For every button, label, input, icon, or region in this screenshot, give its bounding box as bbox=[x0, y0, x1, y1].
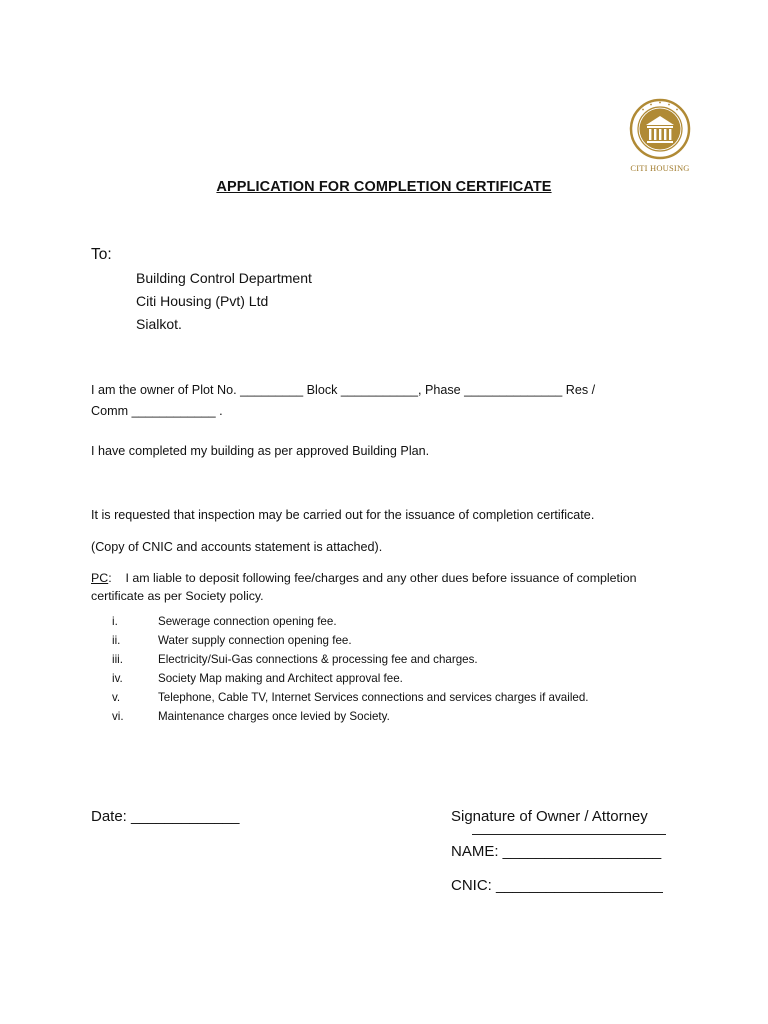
logo-wordmark: CITI HOUSING bbox=[630, 163, 690, 173]
pc-label: PC bbox=[91, 571, 109, 585]
address-line-city: Sialkot. bbox=[136, 316, 182, 332]
list-item-text: Electricity/Sui-Gas connections & processing fee and charges. bbox=[158, 653, 478, 666]
signature-line bbox=[472, 834, 666, 835]
pc-text: I am liable to deposit following fee/charges and any other dues before issuance of completion certificate as per Society policy. bbox=[91, 571, 637, 603]
document-title: APPLICATION FOR COMPLETION CERTIFICATE bbox=[216, 179, 552, 195]
list-item-number: ii. bbox=[112, 634, 121, 647]
list-item-number: iv. bbox=[112, 672, 123, 685]
address-line-department: Building Control Department bbox=[136, 270, 312, 286]
list-item-number: vi. bbox=[112, 710, 124, 723]
address-line-company: Citi Housing (Pvt) Ltd bbox=[136, 293, 269, 309]
pc-paragraph bbox=[91, 569, 671, 605]
list-item-number: v. bbox=[112, 691, 121, 704]
to-label: To: bbox=[91, 246, 112, 263]
completion-statement: I have completed my building as per approved Building Plan. bbox=[91, 444, 430, 458]
attachments-note: (Copy of CNIC and accounts statement is attached). bbox=[91, 540, 383, 554]
list-item-text: Society Map making and Architect approval fee. bbox=[158, 672, 403, 685]
list-item-text: Telephone, Cable TV, Internet Services connections and services charges if availed. bbox=[158, 691, 589, 704]
list-item-number: i. bbox=[112, 615, 118, 628]
citi-housing-seal-icon bbox=[629, 98, 691, 160]
list-item-text: Sewerage connection opening fee. bbox=[158, 615, 337, 628]
list-item-text: Water supply connection opening fee. bbox=[158, 634, 352, 647]
list-item-number: iii. bbox=[112, 653, 123, 666]
name-field: NAME: ___________________ bbox=[451, 843, 662, 860]
cnic-field: CNIC: ____________________ bbox=[451, 877, 663, 894]
inspection-request: It is requested that inspection may be carried out for the issuance of completion certificate. bbox=[91, 508, 595, 522]
date-field: Date: _____________ bbox=[91, 808, 240, 825]
list-item-text: Maintenance charges once levied by Society. bbox=[158, 710, 390, 723]
owner-statement-line-1: I am the owner of Plot No. _________ Block ___________, Phase ______________ Res / bbox=[91, 383, 596, 397]
signature-label: Signature of Owner / Attorney bbox=[451, 808, 648, 825]
citi-housing-logo bbox=[622, 98, 698, 178]
owner-statement-line-2: Comm ____________ . bbox=[91, 404, 223, 418]
pc-colon: : bbox=[108, 571, 112, 585]
